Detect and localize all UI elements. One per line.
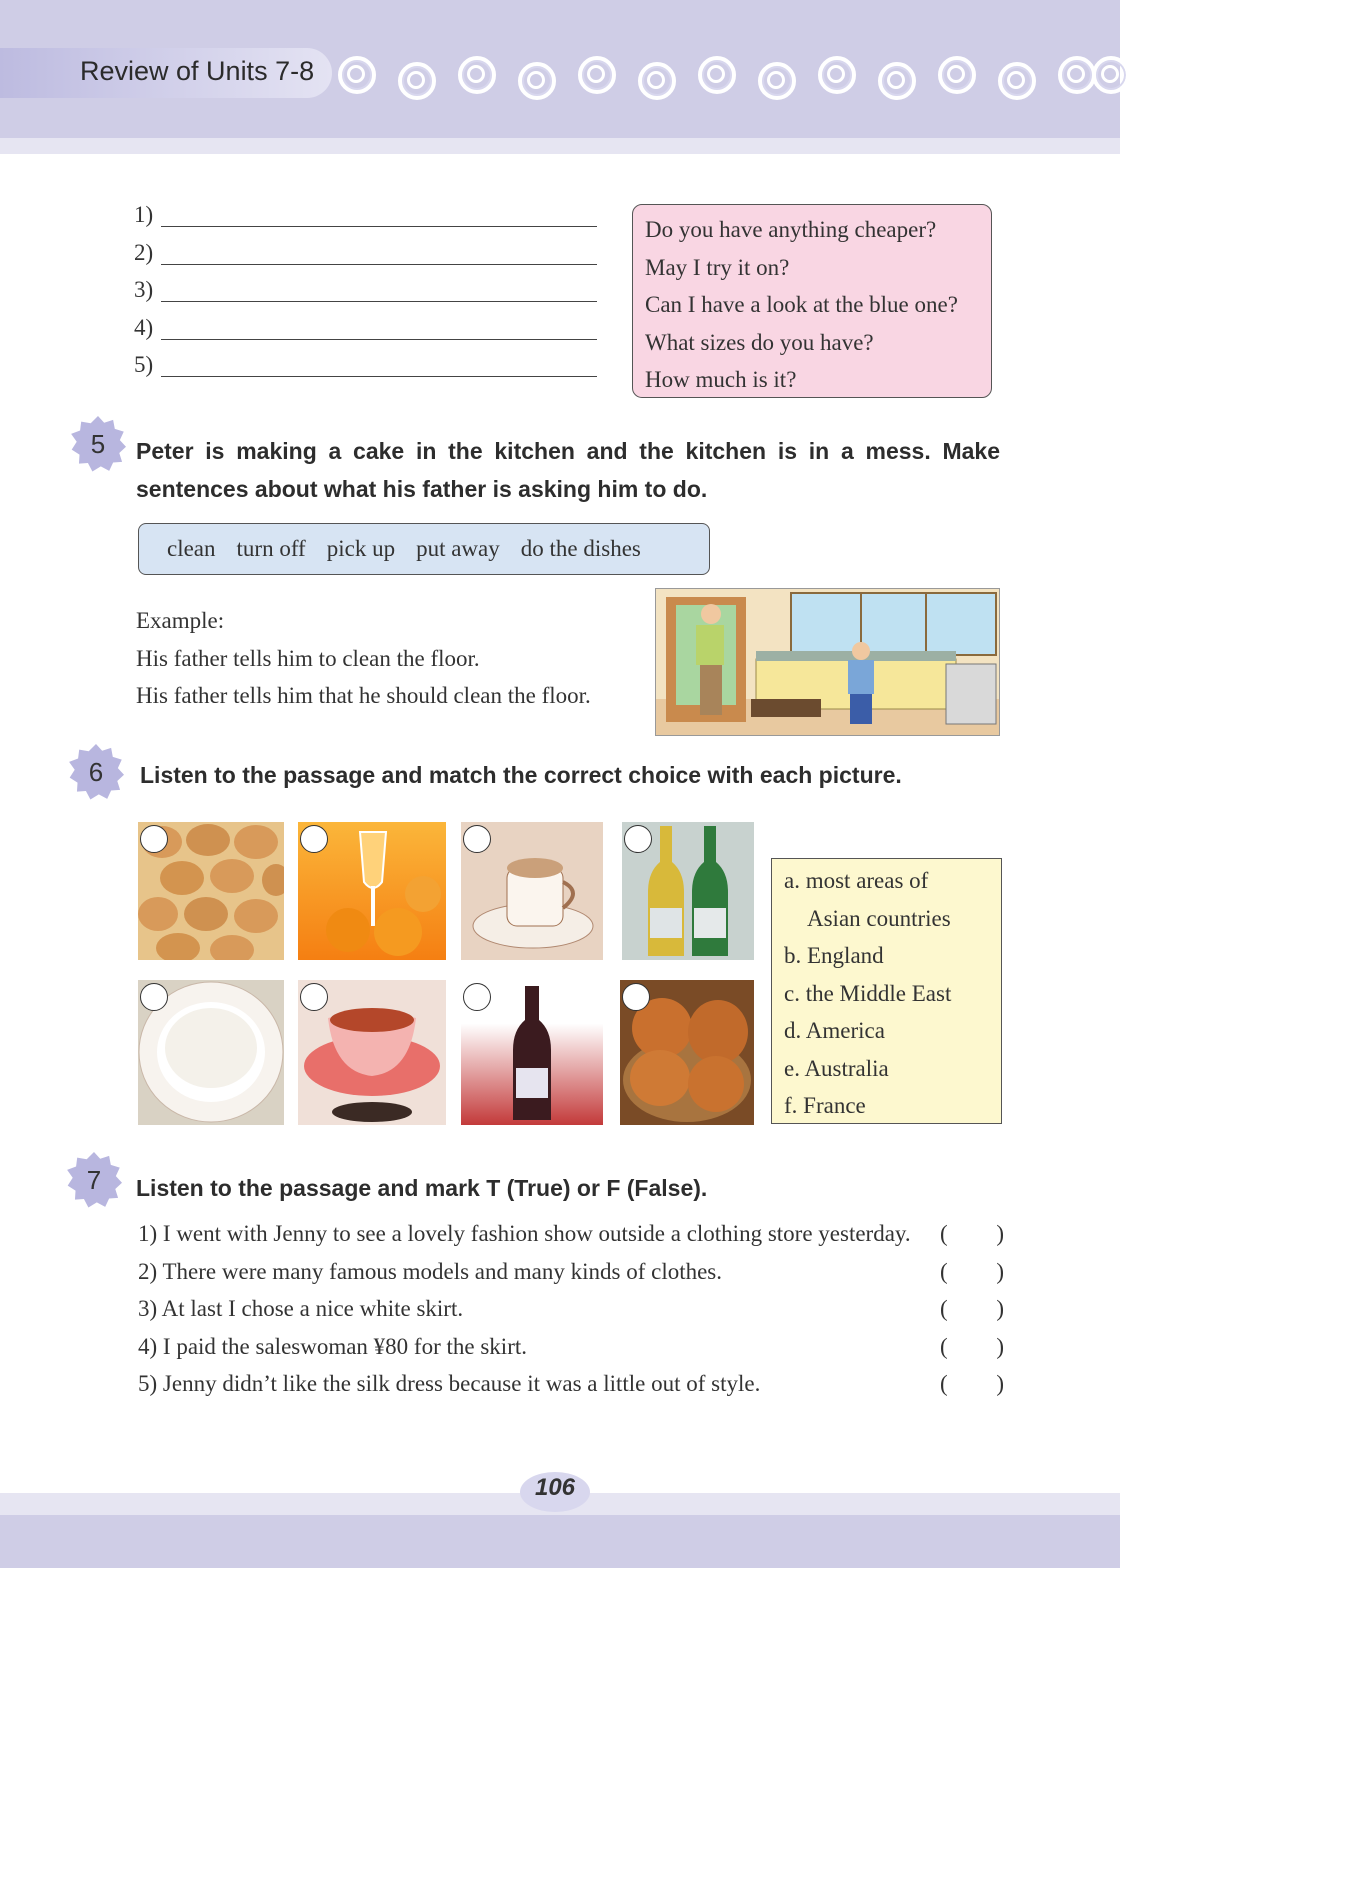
example-block	[136, 602, 591, 715]
choice-item: c. the Middle East	[784, 980, 952, 1006]
header-strip	[0, 138, 1120, 154]
section-6-instruction: Listen to the passage and match the correct choice with each picture.	[140, 762, 902, 788]
ring-icon	[638, 62, 676, 100]
answer-parentheses[interactable]: ( )	[940, 1296, 1004, 1321]
ring-icon	[698, 56, 736, 94]
statement: 2) There were many famous models and many kinds of clothes.	[138, 1258, 723, 1284]
ring-icon	[758, 62, 796, 100]
ring-icon	[1058, 56, 1096, 94]
example-label: Example:	[136, 608, 225, 633]
picture-coffee	[461, 822, 603, 960]
answer-circle[interactable]	[140, 825, 168, 853]
picture-rice	[138, 980, 284, 1125]
phrase: How much is it?	[645, 367, 797, 392]
list-item	[138, 1215, 1004, 1253]
choice-item: e. Australia	[784, 1055, 889, 1081]
ring-icon	[1092, 56, 1130, 94]
list-item	[138, 1290, 1004, 1328]
word-option: pick up	[326, 536, 396, 561]
choice-item: f. France	[784, 1093, 866, 1118]
answer-circle[interactable]	[463, 825, 491, 853]
list-item	[138, 1253, 1004, 1291]
word-option: put away	[416, 536, 500, 561]
picture-beer-bottles	[622, 822, 754, 960]
ring-icon	[938, 56, 976, 94]
ring-icon	[578, 56, 616, 94]
statement: 5) Jenny didn’t like the silk dress because it was a little out of style.	[138, 1371, 761, 1396]
answer-circle[interactable]	[140, 983, 168, 1011]
choice-item: a. most areas of	[784, 868, 929, 893]
ring-icon	[998, 62, 1036, 100]
phrase: Do you have anything cheaper?	[645, 217, 937, 242]
picture-potatoes	[138, 822, 284, 960]
word-option: turn off	[236, 536, 306, 561]
picture-wine-bottle	[461, 980, 603, 1125]
word-option: do the dishes	[520, 536, 641, 561]
statement: 4) I paid the saleswoman ¥80 for the skirt.	[138, 1333, 527, 1359]
page-footer	[0, 1515, 1120, 1568]
ring-icon	[878, 62, 916, 100]
section-number: 5	[90, 429, 106, 459]
choice-item: d. America	[784, 1018, 885, 1043]
answer-circle[interactable]	[300, 983, 328, 1011]
answer-parentheses[interactable]: ( )	[940, 1221, 1004, 1246]
page-title: Review of Units 7-8	[80, 56, 315, 86]
answer-circle[interactable]	[300, 825, 328, 853]
phrase: Can I have a look at the blue one?	[645, 292, 958, 317]
phrase: May I try it on?	[645, 254, 790, 280]
example-line: His father tells him that he should clean the floor.	[136, 683, 591, 708]
answer-parentheses[interactable]: ( )	[940, 1371, 1004, 1396]
section-number: 6	[88, 757, 104, 787]
word-box	[138, 523, 710, 575]
list-item	[138, 1328, 1004, 1366]
phrase: What sizes do you have?	[645, 329, 874, 355]
section-5-instruction: Peter is making a cake in the kitchen and the kitchen is in a mess. Make sentences about what his father is asking him to do.	[136, 438, 1000, 502]
answer-circle[interactable]	[463, 983, 491, 1011]
word-option: clean	[167, 536, 216, 561]
picture-bread	[620, 980, 754, 1125]
kitchen-illustration	[655, 588, 1000, 736]
answer-circle[interactable]	[624, 825, 652, 853]
ring-icon	[458, 56, 496, 94]
answer-parentheses[interactable]: ( )	[940, 1333, 1004, 1359]
list-item	[138, 1365, 1004, 1403]
true-false-list	[138, 1215, 1004, 1403]
choice-item: Asian countries	[807, 905, 951, 931]
ring-icon	[338, 56, 376, 94]
phrase-box	[632, 204, 992, 398]
page-number: 106	[534, 1474, 576, 1501]
ring-icon	[398, 62, 436, 100]
answer-circle[interactable]	[622, 983, 650, 1011]
section-7-instruction: Listen to the passage and mark T (True) or F (False).	[136, 1175, 708, 1201]
picture-orange-juice	[298, 822, 446, 960]
choices-box	[771, 858, 1002, 1124]
statement: 3) At last I chose a nice white skirt.	[138, 1296, 464, 1321]
answer-parentheses[interactable]: ( )	[940, 1258, 1004, 1284]
example-line: His father tells him to clean the floor.	[136, 645, 480, 671]
picture-tea	[298, 980, 446, 1125]
statement: 1) I went with Jenny to see a lovely fashion show outside a clothing store yesterday.	[138, 1221, 911, 1246]
ring-icon	[818, 56, 856, 94]
ring-icon	[518, 62, 556, 100]
choice-item: b. England	[784, 943, 884, 968]
section-number: 7	[86, 1165, 102, 1195]
